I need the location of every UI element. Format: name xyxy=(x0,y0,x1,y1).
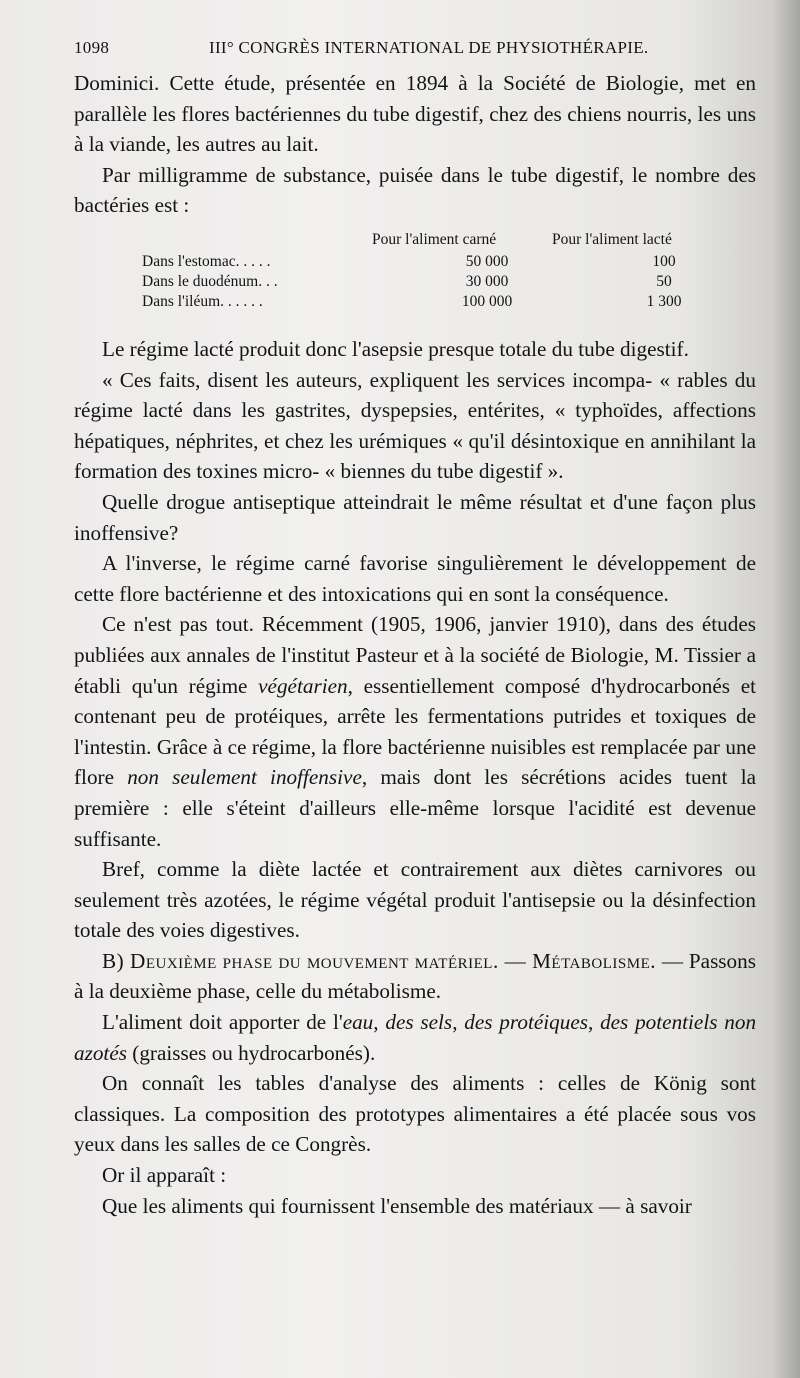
text-run: , xyxy=(452,1010,465,1035)
section-heading: B) Deuxième phase du mouvement matériel. — Métabolisme. — xyxy=(102,948,684,973)
cell-lacte: 50 xyxy=(656,273,672,290)
table-row xyxy=(74,272,754,292)
paragraph-question: Quelle drogue antiseptique atteindrait le même résultat et d'une façon plus inoffensive? xyxy=(74,489,756,545)
cell-carne: 50 000 xyxy=(465,253,509,270)
paragraph-aliment xyxy=(74,1007,756,1068)
text-run: , xyxy=(587,1010,601,1035)
italic-run: eau xyxy=(342,1010,374,1035)
italic-run: végétarien xyxy=(258,673,348,698)
paragraph-tissier xyxy=(74,609,756,854)
col-header-carne: Pour l'aliment carné xyxy=(372,231,497,248)
running-title: III° CONGRÈS INTERNATIONAL DE PHYSIOTHÉRAPIE. xyxy=(209,38,649,57)
italic-run: des protéiques xyxy=(464,1010,588,1035)
text-run: Passons à la deuxième phase, celle du métabolisme. xyxy=(74,948,756,1004)
intro-block xyxy=(74,68,756,221)
text-run: Ce n'est pas tout. Récemment (1905, 1906, janvier 1910), dans des études publiées aux annales de l'institut Pasteur et à la société de Biologie, M. Tissier a établi qu'un régime xyxy=(74,612,756,698)
paragraph-final: Que les aliments qui fournissent l'ensemble des matériaux — à savoir xyxy=(102,1193,692,1218)
italic-run: des sels xyxy=(385,1010,453,1035)
cell-lacte: 100 xyxy=(652,253,676,270)
paragraph-metabolisme xyxy=(74,946,756,1007)
cell-carne: 30 000 xyxy=(465,273,509,290)
row-label: Dans l'estomac. . . . . xyxy=(142,253,271,270)
text-run: , mais dont les sécrétions acides tuent la première : elle s'éteint d'ailleurs elle-même lorsque l'acidité est devenue suffisante. xyxy=(74,765,756,851)
text-run: , essentiellement composé d'hydrocarbonés et contenant peu de protéiques, arrête les fermentations putrides et toxiques de l'intestin. Grâce à ce régime, la flore bactérienne nuisibles est remplacée par une flore xyxy=(74,673,756,790)
paragraph-konig: On connaît les tables d'analyse des aliments : celles de König sont classiques. La composition des prototypes alimentaires a été placée sous vos yeux dans les salles de ce Congrès. xyxy=(74,1071,756,1157)
page-number: 1098 xyxy=(74,38,110,57)
bacteria-table xyxy=(74,230,754,312)
paragraph-quote: « Ces faits, disent les auteurs, expliquent les services incompa- « rables du régime lacté dans les gastrites, dyspepsies, entérites, « typhoïdes, affections hépatiques, néphrites, et chez les urémiques « qu'il désintoxique en annihilant la formation des toxines micro- « biennes du tube digestif ». xyxy=(74,367,756,484)
paragraph-lacte-asepsie: Le régime lacté produit donc l'asepsie presque totale du tube digestif. xyxy=(102,337,689,361)
table-row xyxy=(74,252,754,272)
paragraph-regime-carne: A l'inverse, le régime carné favorise singulièrement le développement de cette flore bactérienne et des intoxications qui en sont la conséquence. xyxy=(74,551,756,606)
italic-run: non seulement inoffensive xyxy=(127,765,362,790)
italic-run: des potentiels non azotés xyxy=(74,1010,757,1065)
cell-carne: 100 000 xyxy=(461,293,513,310)
cell-lacte: 1 300 xyxy=(646,293,682,310)
row-label: Dans l'iléum. . . . . . xyxy=(142,293,263,310)
text-run: (graisses ou hydrocarbonés). xyxy=(126,1040,376,1065)
text-run: L'aliment doit apporter de l' xyxy=(102,1010,343,1035)
paragraph-or-il: Or il apparaît : xyxy=(102,1163,227,1188)
text-run: , xyxy=(373,1010,386,1035)
table-header xyxy=(74,230,754,252)
paragraph-bref: Bref, comme la diète lactée et contrairement aux diètes carnivores ou seulement très azotées, le régime végétal produit l'antisepsie ou la désinfection totale des voies digestives. xyxy=(74,857,756,943)
col-header-lacte: Pour l'aliment lacté xyxy=(552,231,672,248)
paragraph-bacteria-count: Par milligramme de substance, puisée dans le tube digestif, le nombre des bactéries est : xyxy=(74,162,756,218)
page-edge-shadow xyxy=(772,0,800,1378)
body-block xyxy=(74,334,756,1221)
table-row xyxy=(74,292,754,312)
row-label: Dans le duodénum. . . xyxy=(142,273,278,290)
paragraph-dominici: Dominici. Cette étude, présentée en 1894 à la Société de Biologie, met en parallèle les flores bactériennes du tube digestif, chez des chiens nourris, les uns à la viande, les autres au lait. xyxy=(74,71,756,157)
